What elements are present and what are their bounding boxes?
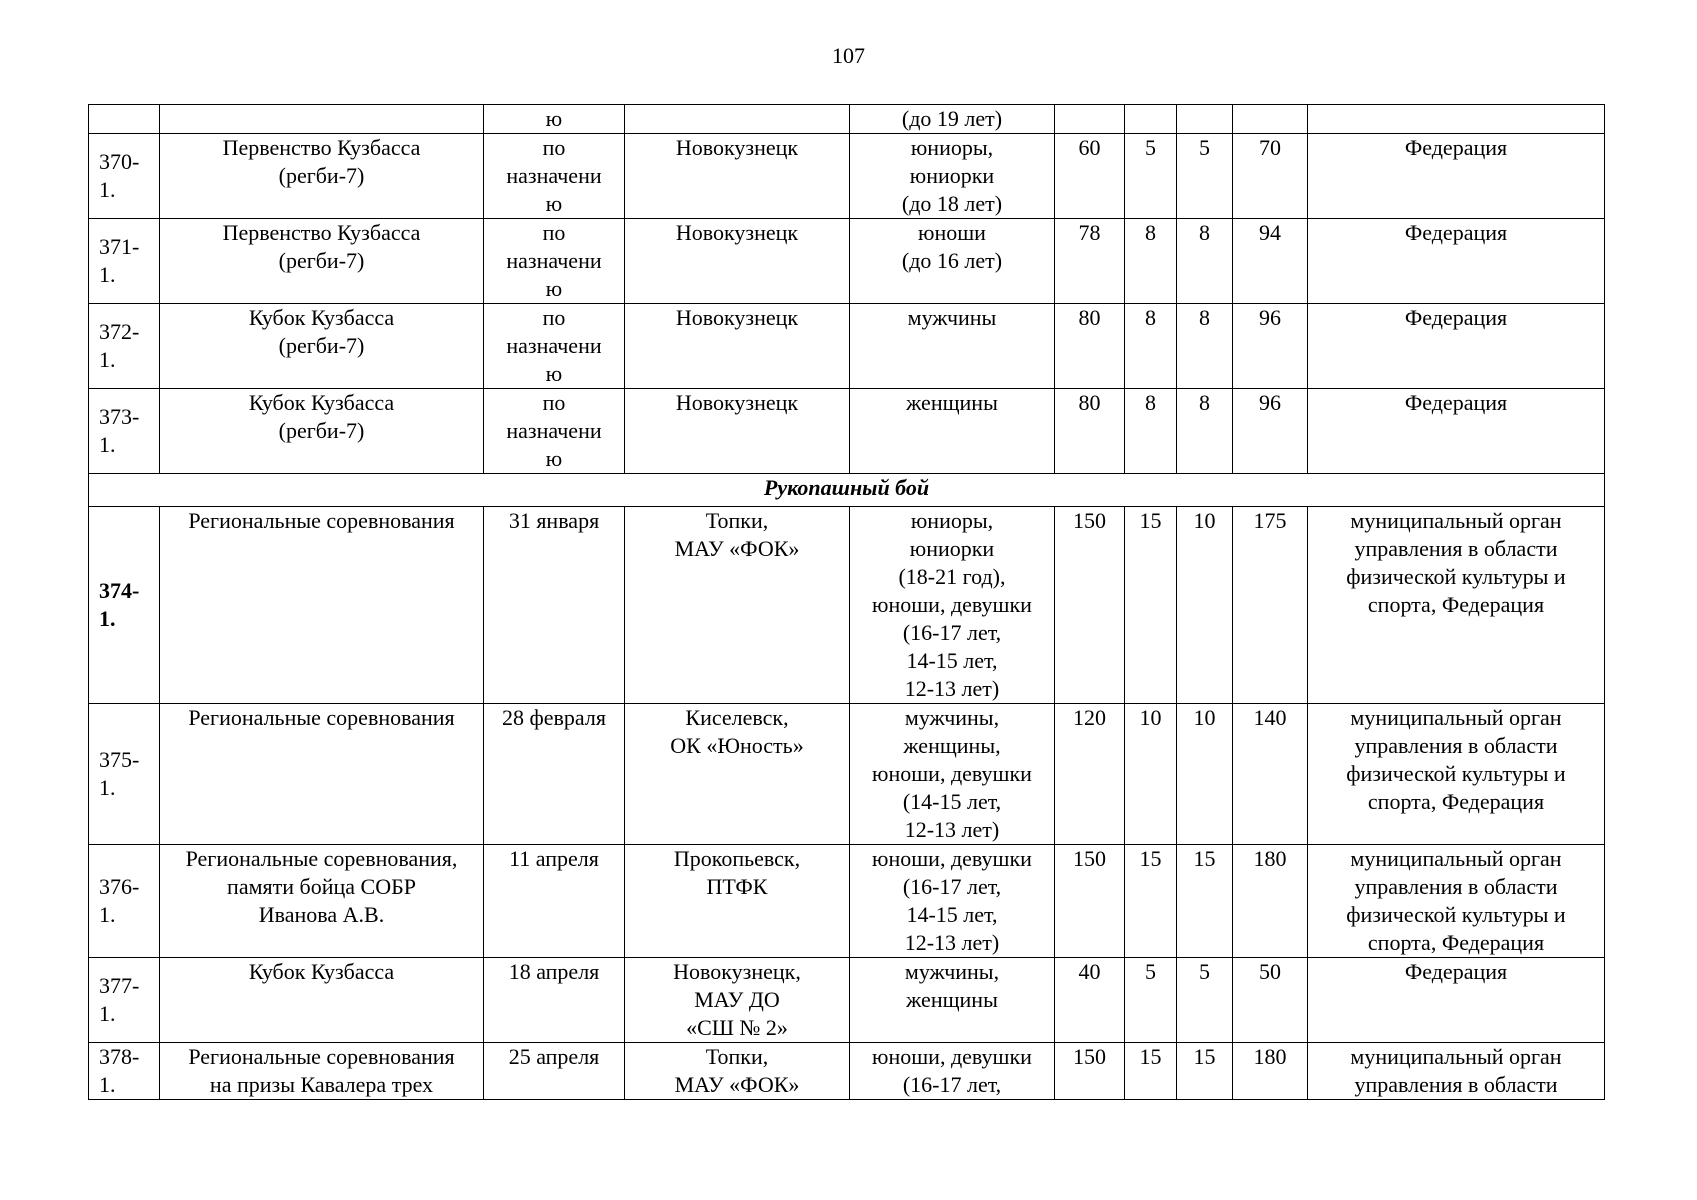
cell-count-3: 15 — [1177, 845, 1233, 958]
cell-place: Киселевск, ОК «Юность» — [625, 704, 850, 845]
cell-total: 180 — [1233, 845, 1308, 958]
cell-count-2: 15 — [1125, 845, 1177, 958]
cell-count-3: 10 — [1177, 704, 1233, 845]
cell-date: по назначени ю — [484, 219, 625, 304]
section-header-row — [89, 474, 1605, 507]
cell-place: Топки, МАУ «ФОК» — [625, 1043, 850, 1100]
cell-count-1: 60 — [1055, 134, 1125, 219]
table-body — [89, 105, 1605, 1100]
cell-number: 374-1. — [89, 507, 160, 704]
cell-number: 370-1. — [89, 134, 160, 219]
cell-date: 28 февраля — [484, 704, 625, 845]
table-row — [89, 134, 1605, 219]
cell-organizer: муниципальный орган управления в области — [1308, 1043, 1605, 1100]
cell-total: 70 — [1233, 134, 1308, 219]
cell-count-3: 8 — [1177, 304, 1233, 389]
cell-count-3: 10 — [1177, 507, 1233, 704]
cell-event-name: Кубок Кузбасса — [160, 958, 484, 1043]
cell-count-2: 8 — [1125, 304, 1177, 389]
cell-count-2: 8 — [1125, 219, 1177, 304]
cell-count-2: 10 — [1125, 704, 1177, 845]
cell-place: Новокузнецк, МАУ ДО «СШ № 2» — [625, 958, 850, 1043]
cell-organizer: муниципальный орган управления в области физической культуры и спорта, Федерация — [1308, 845, 1605, 958]
cell-place: Новокузнецк — [625, 389, 850, 474]
cell-category: мужчины, женщины — [850, 958, 1055, 1043]
cell-organizer: Федерация — [1308, 389, 1605, 474]
table-row — [89, 219, 1605, 304]
cell-date: 11 апреля — [484, 845, 625, 958]
cell-date: 25 апреля — [484, 1043, 625, 1100]
table-row — [89, 845, 1605, 958]
cell-category: мужчины — [850, 304, 1055, 389]
cell-organizer: муниципальный орган управления в области физической культуры и спорта, Федерация — [1308, 507, 1605, 704]
cell-count-2: 15 — [1125, 507, 1177, 704]
cell-total: 140 — [1233, 704, 1308, 845]
cell-category: юноши, девушки (16-17 лет, — [850, 1043, 1055, 1100]
cell-number: 371-1. — [89, 219, 160, 304]
cell-event-name: Первенство Кузбасса (регби-7) — [160, 134, 484, 219]
cell-count-3: 8 — [1177, 389, 1233, 474]
cell-organizer: Федерация — [1308, 304, 1605, 389]
cell-event-name: Кубок Кузбасса (регби-7) — [160, 389, 484, 474]
cell-place: Топки, МАУ «ФОК» — [625, 507, 850, 704]
cell-count-2: 15 — [1125, 1043, 1177, 1100]
cell-count-1: 80 — [1055, 304, 1125, 389]
cell-total — [1233, 105, 1308, 134]
competition-schedule-table — [88, 104, 1605, 1100]
cell-place: Новокузнецк — [625, 134, 850, 219]
cell-number: 377-1. — [89, 958, 160, 1043]
cell-number: 378-1. — [89, 1043, 160, 1100]
cell-count-3 — [1177, 105, 1233, 134]
cell-number: 372-1. — [89, 304, 160, 389]
cell-event-name: Региональные соревнования, памяти бойца СОБР Иванова А.В. — [160, 845, 484, 958]
table-row-continuation — [89, 105, 1605, 134]
table-row — [89, 704, 1605, 845]
cell-category: юноши (до 16 лет) — [850, 219, 1055, 304]
cell-date: по назначени ю — [484, 389, 625, 474]
cell-number: 376-1. — [89, 845, 160, 958]
cell-number: 375-1. — [89, 704, 160, 845]
cell-organizer: муниципальный орган управления в области физической культуры и спорта, Федерация — [1308, 704, 1605, 845]
cell-count-1: 150 — [1055, 845, 1125, 958]
cell-category: мужчины, женщины, юноши, девушки (14-15 лет, 12-13 лет) — [850, 704, 1055, 845]
cell-date: по назначени ю — [484, 304, 625, 389]
cell-organizer — [1308, 105, 1605, 134]
cell-date: 31 января — [484, 507, 625, 704]
cell-place: Новокузнецк — [625, 219, 850, 304]
cell-count-1: 78 — [1055, 219, 1125, 304]
cell-count-1: 120 — [1055, 704, 1125, 845]
cell-event-name: Первенство Кузбасса (регби-7) — [160, 219, 484, 304]
cell-count-1 — [1055, 105, 1125, 134]
cell-count-1: 40 — [1055, 958, 1125, 1043]
cell-count-2 — [1125, 105, 1177, 134]
cell-total: 96 — [1233, 304, 1308, 389]
table-row — [89, 1043, 1605, 1100]
cell-place — [625, 105, 850, 134]
table-row — [89, 507, 1605, 704]
cell-event-name: Региональные соревнования на призы Кавалера трех — [160, 1043, 484, 1100]
cell-count-3: 8 — [1177, 219, 1233, 304]
cell-count-2: 5 — [1125, 958, 1177, 1043]
cell-number — [89, 105, 160, 134]
cell-number: 373-1. — [89, 389, 160, 474]
cell-date: 18 апреля — [484, 958, 625, 1043]
cell-place: Новокузнецк — [625, 304, 850, 389]
cell-total: 50 — [1233, 958, 1308, 1043]
cell-event-name: Региональные соревнования — [160, 507, 484, 704]
cell-total: 94 — [1233, 219, 1308, 304]
cell-date: ю — [484, 105, 625, 134]
cell-total: 180 — [1233, 1043, 1308, 1100]
cell-date: по назначени ю — [484, 134, 625, 219]
cell-category: (до 19 лет) — [850, 105, 1055, 134]
cell-count-2: 8 — [1125, 389, 1177, 474]
cell-total: 175 — [1233, 507, 1308, 704]
cell-count-2: 5 — [1125, 134, 1177, 219]
cell-count-3: 15 — [1177, 1043, 1233, 1100]
table-row — [89, 304, 1605, 389]
cell-total: 96 — [1233, 389, 1308, 474]
table-row — [89, 958, 1605, 1043]
cell-event-name — [160, 105, 484, 134]
cell-category: юноши, девушки (16-17 лет, 14-15 лет, 12-13 лет) — [850, 845, 1055, 958]
cell-category: юниоры, юниорки (до 18 лет) — [850, 134, 1055, 219]
cell-organizer: Федерация — [1308, 134, 1605, 219]
cell-event-name: Региональные соревнования — [160, 704, 484, 845]
cell-organizer: Федерация — [1308, 958, 1605, 1043]
cell-category: женщины — [850, 389, 1055, 474]
cell-count-1: 80 — [1055, 389, 1125, 474]
cell-count-3: 5 — [1177, 958, 1233, 1043]
table-row — [89, 389, 1605, 474]
cell-event-name: Кубок Кузбасса (регби-7) — [160, 304, 484, 389]
cell-place: Прокопьевск, ПТФК — [625, 845, 850, 958]
cell-organizer: Федерация — [1308, 219, 1605, 304]
cell-count-1: 150 — [1055, 1043, 1125, 1100]
cell-category: юниоры, юниорки (18-21 год), юноши, девушки (16-17 лет, 14-15 лет, 12-13 лет) — [850, 507, 1055, 704]
cell-count-3: 5 — [1177, 134, 1233, 219]
page-number: 107 — [832, 43, 865, 68]
cell-count-1: 150 — [1055, 507, 1125, 704]
section-title: Рукопашный бой — [89, 474, 1605, 507]
